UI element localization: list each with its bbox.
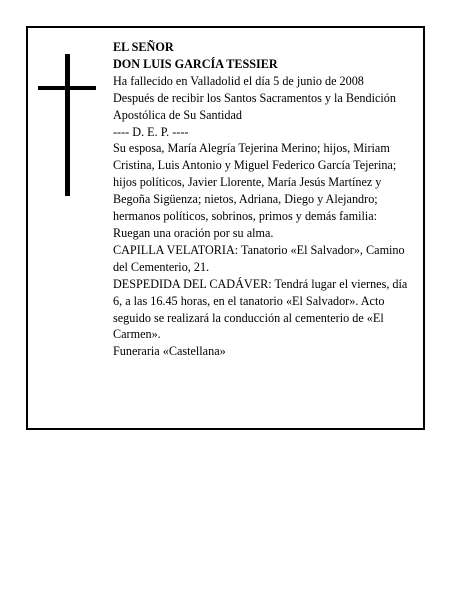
farewell-info <box>113 276 413 344</box>
death-info: Ha fallecido en Valladolid el día 5 de junio de 2008 <box>113 73 364 88</box>
notice-text <box>113 39 413 360</box>
sacraments-text: Después de recibir los Santos Sacramentos y la Bendición Apostólica de Su Santidad <box>113 90 396 122</box>
deceased-name: DON LUIS GARCÍA TESSIER <box>113 56 278 71</box>
farewell-label: DESPEDIDA DEL CADÁVER: <box>113 276 272 291</box>
cross-vertical-bar <box>65 54 70 196</box>
family-list: Su esposa, María Alegría Tejerina Merino; hijos, Miriam Cristina, Luis Antonio y Miguel Federico García Tejerina; hijos políticos, Javier Llorente, María Jesús Martínez y Begoña Sigüenza; nietos, Adriana, Diego y Alejandro; hermanos políticos, sobrinos, primos y demás familia: <box>113 141 397 224</box>
cross-horizontal-bar <box>38 86 96 90</box>
title-line-1: EL SEÑOR <box>113 40 174 54</box>
funeral-home: Funeraria «Castellana» <box>113 344 226 359</box>
cross-icon <box>38 54 96 196</box>
prayer-request: Ruegan una oración por su alma. <box>113 225 274 240</box>
farewell-text: Tendrá lugar el viernes, día 6, a las 16.45 horas, en el tanatorio «El Salvador». Acto seguido se realizará la conducción al cementerio de «El Carmen». <box>113 276 408 342</box>
chapel-info: CAPILLA VELATORIA: Tanatorio «El Salvador», Camino del Cementerio, 21. <box>113 242 405 274</box>
rip-line: ---- D. E. P. ---- <box>113 124 189 139</box>
